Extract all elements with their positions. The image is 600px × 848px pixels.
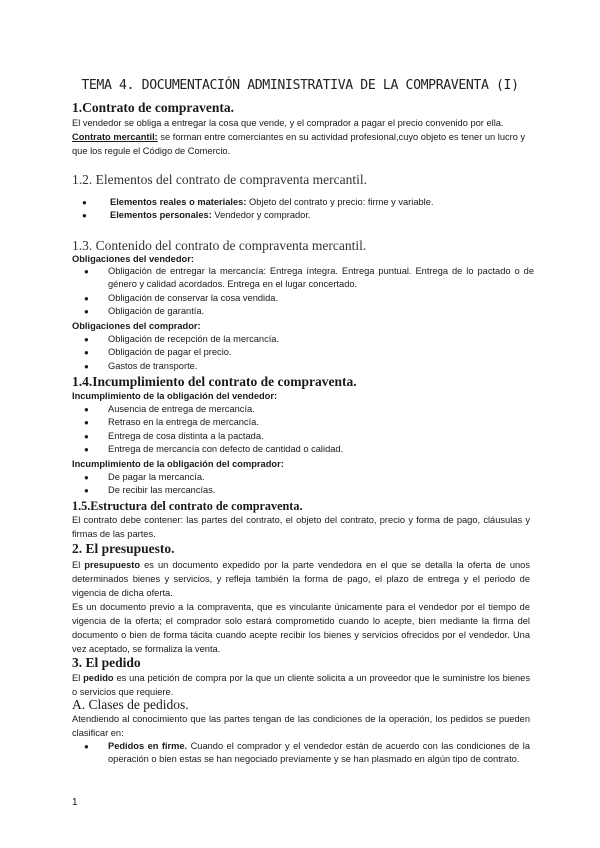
list-item: ● Entrega de mercancía con defecto de cantidad o calidad. xyxy=(84,443,534,456)
list-item: ● Obligación de entregar la mercancía: Entrega íntegra. Entrega puntual. Entrega de lo pactado o de género y calidad acordados. Entrega en el lugar concertado. xyxy=(84,266,534,290)
list-item: ● Elementos reales o materiales: Objeto del contrato y precio: firme y variable. xyxy=(82,196,530,209)
heading-presupuesto: 2. El presupuesto. xyxy=(72,541,175,556)
term-pedido: pedido xyxy=(83,673,114,683)
bullet-icon: ● xyxy=(84,486,89,496)
page-number: 1 xyxy=(72,797,78,808)
bullet-icon: ● xyxy=(82,211,87,221)
heading-estructura: 1.5.Estructura del contrato de compraventa. xyxy=(72,499,303,513)
list-item: ● Entrega de cosa distinta a la pactada. xyxy=(84,430,534,443)
heading-incumplimiento: 1.4.Incumplimiento del contrato de compraventa. xyxy=(72,374,357,389)
list-item: ● Obligación de recepción de la mercancía. xyxy=(84,333,534,346)
list-item: ● Obligación de pagar el precio. xyxy=(84,346,534,359)
paragraph-contrato-mercantil xyxy=(72,130,530,158)
list-incumplimiento-comprador xyxy=(84,471,534,498)
bullet-icon: ● xyxy=(84,418,89,428)
term-contrato-mercantil: Contrato mercantil: xyxy=(72,132,158,142)
bullet-icon: ● xyxy=(84,348,89,358)
list-clases-pedidos xyxy=(84,740,530,767)
list-obligaciones-vendedor xyxy=(84,265,534,318)
list-elementos xyxy=(82,196,530,223)
paragraph-presupuesto-2: Es un documento previo a la compraventa, que es vinculante únicamente para el vendedor por el tiempo de vigencia de la oferta; el comprador solo estará comprometido cuando lo acepte, bien mediante la firma del documento o bien de forma tácita cuando acepte recibir los bienes y servicios ofrecidos por el vendedor. Una vez aceptado, se formaliza la venta. xyxy=(72,602,530,654)
heading-pedido: 3. El pedido xyxy=(72,655,141,670)
list-item: ● Ausencia de entrega de mercancía. xyxy=(84,403,534,416)
bullet-icon: ● xyxy=(84,306,89,316)
bullet-icon: ● xyxy=(84,293,89,303)
bullet-icon: ● xyxy=(84,405,89,414)
list-item: ● De pagar la mercancía. xyxy=(84,471,534,484)
list-item: ● Elementos personales: Vendedor y comprador. xyxy=(82,209,530,222)
heading-clases-pedidos: A. Clases de pedidos. xyxy=(72,697,189,712)
paragraph-clases-pedidos: Atendiendo al conocimiento que las partes tengan de las condiciones de la operación, los pedidos se pueden clasificar en: xyxy=(72,714,530,738)
paragraph-estructura: El contrato debe contener: las partes del contrato, el objeto del contrato, precio y forma de pago, cláusulas y firmas de las partes. xyxy=(72,515,530,539)
heading-contenido: 1.3. Contenido del contrato de compraventa mercantil. xyxy=(72,238,367,253)
paragraph-presupuesto-1: El presupuesto es un documento expedido por la parte vendedora en el que se detalla la oferta de unos determinados bienes y servicios, y refleja también la forma de pago, el plazo de entrega y el periodo de vigencia de dicha oferta. xyxy=(72,560,530,598)
list-item: ● Gastos de transporte. xyxy=(84,360,534,373)
text-contrato-mercantil: se forman entre comerciantes en su actividad profesional,cuyo objeto es tener un lucro y que los regule el Código de Comercio. xyxy=(72,132,526,156)
bullet-icon: ● xyxy=(82,198,87,207)
bullet-icon: ● xyxy=(84,444,89,454)
subheading-incumplimiento-vendedor: Incumplimiento de la obligación del vendedor: xyxy=(72,391,278,401)
paragraph-pedido: El pedido es una petición de compra por la que un cliente solicita a un proveedor que le suministre los bienes o servicios que requiere. xyxy=(72,673,531,697)
heading-contrato-compraventa: 1.Contrato de compraventa. xyxy=(72,100,234,115)
bullet-icon: ● xyxy=(84,361,89,371)
list-item: ● Obligación de conservar la cosa vendida. xyxy=(84,292,534,305)
subheading-obligaciones-comprador: Obligaciones del comprador: xyxy=(72,321,201,331)
heading-elementos: 1.2. Elementos del contrato de compraventa mercantil. xyxy=(72,172,368,187)
list-item: ● Retraso en la entrega de mercancía. xyxy=(84,416,534,429)
document-title: TEMA 4. DOCUMENTACIÓN ADMINISTRATIVA DE LA COMPRAVENTA (I) xyxy=(81,78,519,93)
list-incumplimiento-vendedor xyxy=(84,403,534,456)
list-item: ● Obligación de garantía. xyxy=(84,305,534,318)
bullet-icon: ● xyxy=(84,742,89,751)
bullet-icon: ● xyxy=(84,267,89,276)
list-item: ● De recibir las mercancías. xyxy=(84,484,534,497)
bullet-icon: ● xyxy=(84,335,89,344)
list-item: ● Pedidos en firme. Cuando el comprador y el vendedor están de acuerdo con las condiciones de la operación o bien estas se han negociado previamente y se han plasmado en algún tipo de contrato. xyxy=(84,741,530,765)
subheading-obligaciones-vendedor: Obligaciones del vendedor: xyxy=(72,254,194,264)
term-presupuesto: presupuesto xyxy=(84,560,141,570)
list-obligaciones-comprador xyxy=(84,333,534,373)
subheading-incumplimiento-comprador: Incumplimiento de la obligación del comprador: xyxy=(72,459,284,469)
bullet-icon: ● xyxy=(84,473,89,482)
bullet-icon: ● xyxy=(84,431,89,441)
paragraph-definicion: El vendedor se obliga a entregar la cosa que vende, y el comprador a pagar el precio convenido por ella. xyxy=(72,118,504,128)
